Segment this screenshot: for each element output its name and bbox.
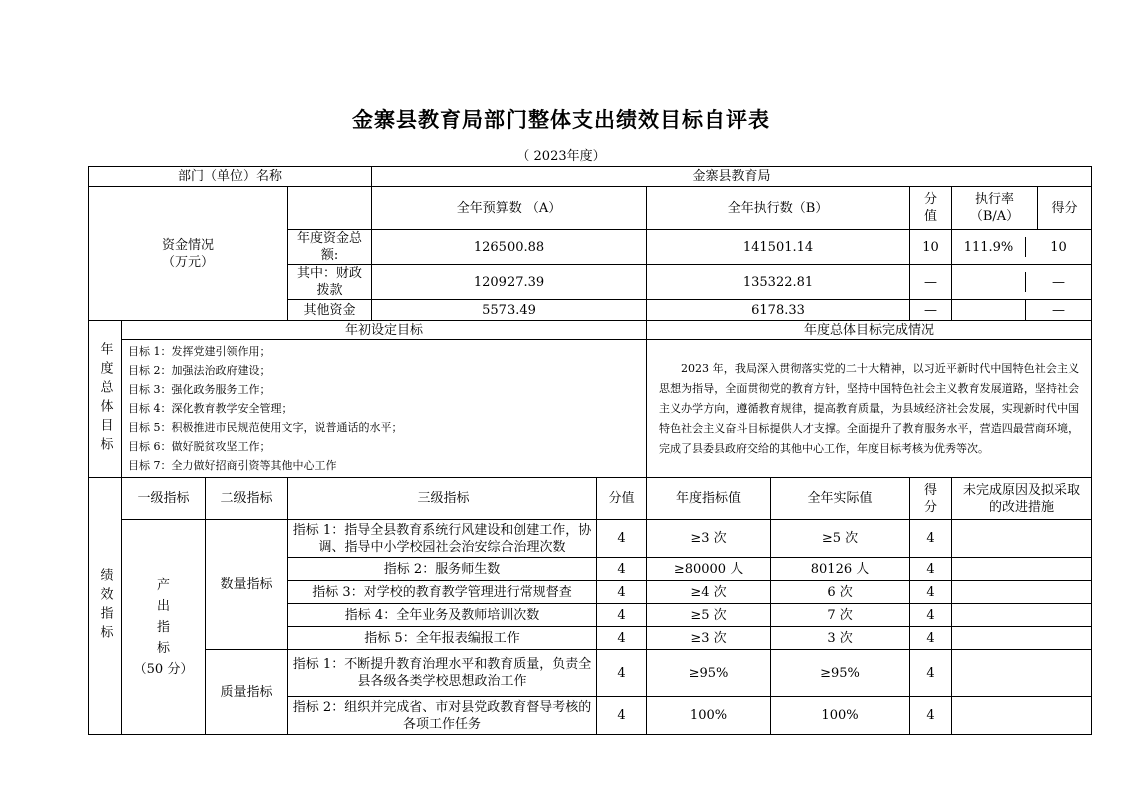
indicator-reason bbox=[952, 581, 1092, 604]
indicator-actual: 7 次 bbox=[771, 604, 910, 627]
level2-quantity: 数量指标 bbox=[206, 520, 288, 650]
dept-value: 金寨县教育局 bbox=[372, 167, 1092, 187]
funds-row-exec: 135322.81 bbox=[647, 265, 910, 300]
indicator-score: 4 bbox=[910, 697, 952, 735]
indicator-reason bbox=[952, 697, 1092, 735]
funds-row-score-col: 10 bbox=[910, 230, 952, 265]
funds-row-label: 其中：财政拨款 bbox=[288, 265, 372, 300]
level2-quality: 质量指标 bbox=[206, 650, 288, 735]
indicator-reason bbox=[952, 558, 1092, 581]
indicator-name: 指标 1：不断提升教育治理水平和教育质量，负责全县各级各类学校思想政治工作 bbox=[288, 650, 597, 697]
indicator-score-col: 4 bbox=[597, 520, 647, 558]
funds-row-rate bbox=[952, 272, 1026, 292]
goal-item: 目标 5：积极推进市民规范使用文字，说普通话的水平； bbox=[128, 421, 403, 434]
indicator-target: ≥80000 人 bbox=[647, 558, 771, 581]
indicator-actual: ≥5 次 bbox=[771, 520, 910, 558]
indicator-score: 4 bbox=[910, 650, 952, 697]
indicator-reason bbox=[952, 627, 1092, 650]
funds-row-exec: 141501.14 bbox=[647, 230, 910, 265]
indicator-score: 4 bbox=[910, 581, 952, 604]
dept-label: 部门（单位）名称 bbox=[89, 167, 372, 187]
funds-row-rate: 111.9% bbox=[952, 237, 1026, 257]
indicator-target: 100% bbox=[647, 697, 771, 735]
goal-item: 目标 1：发挥党建引领作用； bbox=[128, 345, 271, 358]
level1-output: 产 出 指 标 （50 分） bbox=[122, 520, 206, 735]
perf-header-level3: 三级指标 bbox=[288, 478, 597, 520]
annual-goals-list bbox=[122, 340, 647, 478]
funds-row-score: 10 bbox=[1050, 239, 1067, 255]
indicator-row bbox=[89, 650, 1092, 697]
indicator-score-col: 4 bbox=[597, 697, 647, 735]
indicator-score-col: 4 bbox=[597, 627, 647, 650]
funds-header-rate: 执行率（B/A） bbox=[952, 187, 1038, 229]
annual-side-label: 年度总体目标 bbox=[89, 321, 122, 478]
perf-header-score: 得分 bbox=[910, 478, 952, 520]
goal-item: 目标 4：深化教育教学安全管理； bbox=[128, 402, 293, 415]
annual-summary: 2023 年，我局深入贯彻落实党的二十大精神，以习近平新时代中国特色社会主义思想为指导，全面贯彻党的教育方针，坚持中国特色社会主义教育发展道路，坚持社会主义办学方向，遵循教育规律，提高教育质量，为县域经济社会发展，实现新时代中国特色社会主义奋斗目标提供人才支撑。全面提升了教育服务水平，营造四最营商环境，完成了县委县政府交给的其他中心工作，年度目标考核为优秀等次。 bbox=[647, 340, 1092, 478]
perf-header-level1: 一级指标 bbox=[122, 478, 206, 520]
perf-header-level2: 二级指标 bbox=[206, 478, 288, 520]
indicator-name: 指标 2：服务师生数 bbox=[288, 558, 597, 581]
indicator-actual: 80126 人 bbox=[771, 558, 910, 581]
funds-row-budget: 120927.39 bbox=[372, 265, 647, 300]
indicator-score-col: 4 bbox=[597, 650, 647, 697]
funds-row-rate-score bbox=[952, 230, 1092, 265]
indicator-target: ≥4 次 bbox=[647, 581, 771, 604]
indicator-target: ≥3 次 bbox=[647, 627, 771, 650]
perf-header-actual: 全年实际值 bbox=[771, 478, 910, 520]
funds-header-score: 得分 bbox=[1051, 200, 1078, 216]
funds-row-label: 年度资金总额: bbox=[288, 230, 372, 265]
indicator-target: ≥95% bbox=[647, 650, 771, 697]
funds-header-budget: 全年预算数 （A） bbox=[372, 187, 647, 230]
indicator-target: ≥5 次 bbox=[647, 604, 771, 627]
dept-row bbox=[89, 167, 1092, 187]
goal-item: 目标 7：全力做好招商引资等其他中心工作 bbox=[128, 459, 337, 472]
funds-row-budget: 5573.49 bbox=[372, 300, 647, 321]
funds-header-blank bbox=[288, 187, 372, 230]
funds-row-budget: 126500.88 bbox=[372, 230, 647, 265]
funds-row-rate bbox=[952, 300, 1026, 320]
funds-row-score-col: — bbox=[910, 300, 952, 321]
indicator-name: 指标 5：全年报表编报工作 bbox=[288, 627, 597, 650]
page-title: 金寨县教育局部门整体支出绩效目标自评表 bbox=[352, 107, 770, 132]
indicator-score-col: 4 bbox=[597, 558, 647, 581]
indicator-reason bbox=[952, 650, 1092, 697]
indicator-reason bbox=[952, 520, 1092, 558]
annual-header-row bbox=[89, 321, 1092, 340]
funds-row-score: — bbox=[1052, 274, 1066, 290]
funds-header-score-col: 分值 bbox=[910, 187, 952, 230]
indicator-score: 4 bbox=[910, 520, 952, 558]
funds-row-rate-score bbox=[952, 300, 1092, 321]
funds-header-row bbox=[89, 187, 1092, 230]
annual-completion-header: 年度总体目标完成情况 bbox=[647, 321, 1092, 340]
indicator-target: ≥3 次 bbox=[647, 520, 771, 558]
perf-side-label: 绩效指标 bbox=[89, 478, 122, 735]
annual-content-row bbox=[89, 340, 1092, 478]
indicator-row bbox=[89, 520, 1092, 558]
funds-row-score-col: — bbox=[910, 265, 952, 300]
indicator-score-col: 4 bbox=[597, 581, 647, 604]
goal-item: 目标 2：加强法治政府建设； bbox=[128, 364, 271, 377]
indicator-actual: ≥95% bbox=[771, 650, 910, 697]
funds-header-exec: 全年执行数（B） bbox=[647, 187, 910, 230]
annual-goals-header: 年初设定目标 bbox=[122, 321, 647, 340]
funds-header-rate-score bbox=[952, 187, 1092, 230]
indicator-reason bbox=[952, 604, 1092, 627]
indicator-score: 4 bbox=[910, 604, 952, 627]
page-subtitle: （ 2023年度） bbox=[516, 149, 606, 164]
funds-row-exec: 6178.33 bbox=[647, 300, 910, 321]
self-evaluation-table bbox=[88, 166, 1092, 735]
indicator-actual: 3 次 bbox=[771, 627, 910, 650]
perf-header-row bbox=[89, 478, 1092, 520]
indicator-score-col: 4 bbox=[597, 604, 647, 627]
funds-row-rate-score bbox=[952, 265, 1092, 300]
perf-header-score-col: 分值 bbox=[597, 478, 647, 520]
goal-item: 目标 3：强化政务服务工作； bbox=[128, 383, 271, 396]
indicator-name: 指标 2：组织并完成省、市对县党政教育督导考核的各项工作任务 bbox=[288, 697, 597, 735]
perf-header-target: 年度指标值 bbox=[647, 478, 771, 520]
perf-header-reason: 未完成原因及拟采取的改进措施 bbox=[952, 478, 1092, 520]
funds-label: 资金情况 （万元） bbox=[89, 187, 288, 321]
goal-item: 目标 6：做好脱贫攻坚工作； bbox=[128, 440, 271, 453]
indicator-name: 指标 1：指导全县教育系统行风建设和创建工作，协调、指导中小学校园社会治安综合治理次数 bbox=[288, 520, 597, 558]
indicator-actual: 100% bbox=[771, 697, 910, 735]
funds-row-label: 其他资金 bbox=[288, 300, 372, 321]
indicator-score: 4 bbox=[910, 558, 952, 581]
indicator-name: 指标 4：全年业务及教师培训次数 bbox=[288, 604, 597, 627]
indicator-score: 4 bbox=[910, 627, 952, 650]
funds-row-score: — bbox=[1052, 302, 1066, 318]
indicator-actual: 6 次 bbox=[771, 581, 910, 604]
indicator-name: 指标 3：对学校的教育教学管理进行常规督查 bbox=[288, 581, 597, 604]
